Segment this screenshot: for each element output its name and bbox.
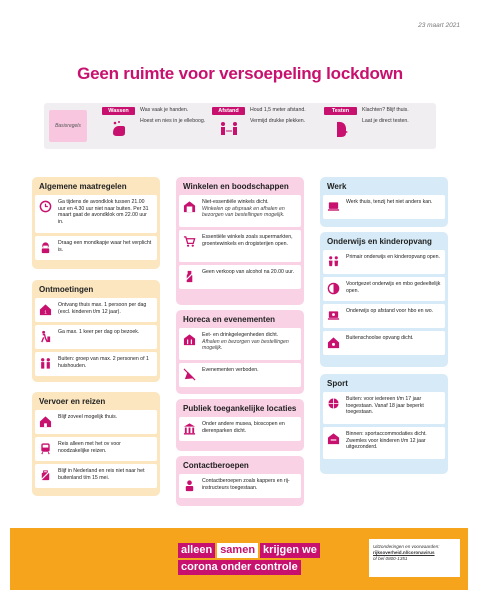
list-item: [323, 304, 445, 328]
rule-name: Wassen: [102, 107, 135, 115]
svg-text:1: 1: [44, 309, 47, 315]
card-title: Contactberoepen: [183, 461, 249, 470]
card-title: Ontmoetingen: [39, 285, 94, 294]
page-title: Geen ruimte voor versoepeling lockdown: [77, 64, 403, 83]
list-item: [323, 427, 445, 459]
test-face-icon: [331, 119, 351, 139]
rule-line: Houd 1,5 meter afstand.: [250, 107, 306, 113]
slogan-word: samen: [217, 543, 258, 558]
date-label: 23 maart 2021: [418, 22, 460, 29]
rule-line: Vermijd drukke plekken.: [250, 117, 306, 124]
list-item: [323, 277, 445, 301]
item-text: Draag een mondkapje waar het verplicht is.: [58, 240, 152, 253]
museum-icon: [183, 422, 196, 435]
face-mask-icon: [39, 241, 52, 254]
clock-icon: [39, 200, 52, 213]
card-title: Algemene maatregelen: [39, 182, 127, 191]
list-item: [35, 352, 157, 376]
list-item: [35, 195, 157, 233]
item-note: Winkelen op afspraak en afhalen en bezorgen van bestellingen mogelijk.: [202, 205, 285, 219]
item-text: Voortgezet onderwijs en mbo gedeeltelijk open.: [346, 281, 441, 294]
item-text: Ga max. 1 keer per dag op bezoek.: [58, 329, 140, 335]
list-item: [179, 265, 301, 289]
two-persons-icon: [39, 357, 52, 370]
house-icon: [39, 303, 52, 316]
rule-line: Was vaak je handen.: [140, 107, 189, 113]
item-text: [202, 199, 297, 219]
slogan-word: krijgen we: [260, 543, 320, 558]
item-text: Blijf zoveel mogelijk thuis.: [58, 414, 118, 420]
item-text: Ontvang thuis max. 1 persoon per dag (excl. kinderen t/m 12 jaar).: [58, 302, 147, 315]
slogan: [178, 543, 320, 577]
card-winkelen-en-boodschappen: [176, 177, 304, 305]
card-onderwijs-en-kinderopvang: [320, 232, 448, 367]
no-alcohol-icon: [183, 270, 196, 283]
list-item: [323, 195, 445, 219]
home-icon: [39, 415, 52, 428]
rule-name: Testen: [324, 107, 357, 115]
restaurant-icon: [183, 333, 196, 346]
list-item: [179, 328, 301, 360]
card-ontmoetingen: [32, 280, 160, 382]
item-text: Onderwijs op afstand voor hbo en wo.: [346, 308, 434, 314]
card-title: Werk: [327, 182, 347, 191]
card-title: Sport: [327, 379, 348, 388]
rule-line: Hoest en nies in je elleboog.: [140, 117, 206, 124]
rule-name: Afstand: [212, 107, 245, 115]
card-title: Onderwijs en kinderopvang: [327, 237, 432, 246]
card-contactberoepen: [176, 456, 304, 506]
card-publiek-toegankelijke-locaties: [176, 399, 304, 451]
no-events-icon: [183, 368, 196, 381]
list-item: [323, 250, 445, 274]
info-phone: of bel 0800-1351: [373, 556, 408, 561]
info-link[interactable]: rijksoverheid.nl/coronavirus: [373, 550, 435, 555]
card-title: Vervoer en reizen: [39, 397, 106, 406]
list-item: [35, 410, 157, 434]
basic-rules-bar: [44, 103, 436, 149]
after-school-icon: [327, 336, 340, 349]
list-item: [323, 331, 445, 355]
item-text: [202, 332, 297, 352]
rule-line: Laat je direct testen.: [362, 117, 409, 124]
rule-afstand: [212, 107, 306, 145]
card-sport: [320, 374, 448, 474]
list-item: [35, 325, 157, 349]
rule-wassen: [102, 107, 205, 145]
basic-rules-label: Basisregels: [49, 110, 87, 142]
list-item: [35, 236, 157, 260]
barber-icon: [183, 479, 196, 492]
list-item: [179, 195, 301, 227]
card-title: Publiek toegankelijke locaties: [183, 404, 297, 413]
footer-banner: [10, 528, 468, 590]
rule-testen: [324, 107, 409, 145]
list-item: [179, 474, 301, 498]
shop-closed-icon: [183, 200, 196, 213]
item-text: Contactberoepen zoals kappers en rij-instructeurs toegestaan.: [202, 478, 290, 491]
list-item: [35, 437, 157, 461]
list-item: [35, 298, 157, 322]
item-text: Ga tijdens de avondklok tussen 21.00 uur en 4.30 uur niet naar buiten. Per 31 maart gaat de avondklok om 22.00 uur in.: [58, 199, 149, 225]
item-text: Reis alleen met het ov voor noodzakelijke reizen.: [58, 441, 121, 454]
item-text: Onder andere musea, bioscopen en dierenparken dicht.: [202, 421, 285, 434]
list-item: [35, 464, 157, 488]
hand-wash-icon: [109, 119, 129, 139]
list-item: [323, 392, 445, 424]
item-text: Essentiële winkels zoals supermarkten, groentewinkels en drogisterijen open.: [202, 234, 293, 247]
item-text: Evenementen verboden.: [202, 367, 259, 373]
item-text: Geen verkoop van alcohol na 20.00 uur.: [202, 269, 294, 275]
list-item: [179, 230, 301, 262]
info-intro: Uitzonderingen en voorwaarden:: [373, 544, 440, 549]
distance-icon: [219, 119, 239, 139]
card-horeca-en-evenementen: [176, 310, 304, 394]
item-text: Buiten: voor iedereen t/m 17 jaar toegestaan. Vanaf 18 jaar beperkt toegestaan.: [346, 396, 424, 416]
shopping-cart-icon: [183, 235, 196, 248]
card-algemene-maatregelen: [32, 177, 160, 269]
children-icon: [327, 255, 340, 268]
walking-person-icon: [39, 330, 52, 343]
train-icon: [39, 442, 52, 455]
card-title: Winkelen en boodschappen: [183, 182, 289, 191]
partial-open-icon: [327, 282, 340, 295]
item-main-text: Eet- en drinkgelegenheden dicht.: [202, 332, 279, 338]
slogan-word: corona onder controle: [178, 560, 301, 575]
item-text: Blijf in Nederland en reis niet naar het buitenland t/m 15 mei.: [58, 468, 145, 481]
item-text: Buiten: groep van max. 2 personen of 1 huishouden.: [58, 356, 149, 369]
list-item: [179, 417, 301, 441]
indoor-sport-icon: [327, 432, 340, 445]
item-text: Werk thuis, tenzij het niet anders kan.: [346, 199, 433, 205]
item-main-text: Niet-essentiële winkels dicht.: [202, 199, 269, 205]
laptop-icon: [327, 200, 340, 213]
remote-learning-icon: [327, 309, 340, 322]
card-title: Horeca en evenementen: [183, 315, 276, 324]
card-vervoer-en-reizen: [32, 392, 160, 496]
no-luggage-icon: [39, 469, 52, 482]
card-werk: [320, 177, 448, 227]
info-box: [369, 539, 460, 577]
item-text: Primair onderwijs en kinderopvang open.: [346, 254, 441, 260]
item-text: Buitenschoolse opvang dicht.: [346, 335, 414, 341]
outdoor-sport-icon: [327, 397, 340, 410]
item-note: Afhalen en bezorgen van bestellingen mogelijk.: [202, 338, 289, 352]
rule-line: Klachten? Blijf thuis.: [362, 107, 409, 113]
list-item: [179, 363, 301, 387]
item-text: Binnen: sportaccommodaties dicht. Zwemles voor kinderen t/m 12 jaar uitgezonderd.: [346, 431, 427, 451]
slogan-word: alleen: [178, 543, 215, 558]
